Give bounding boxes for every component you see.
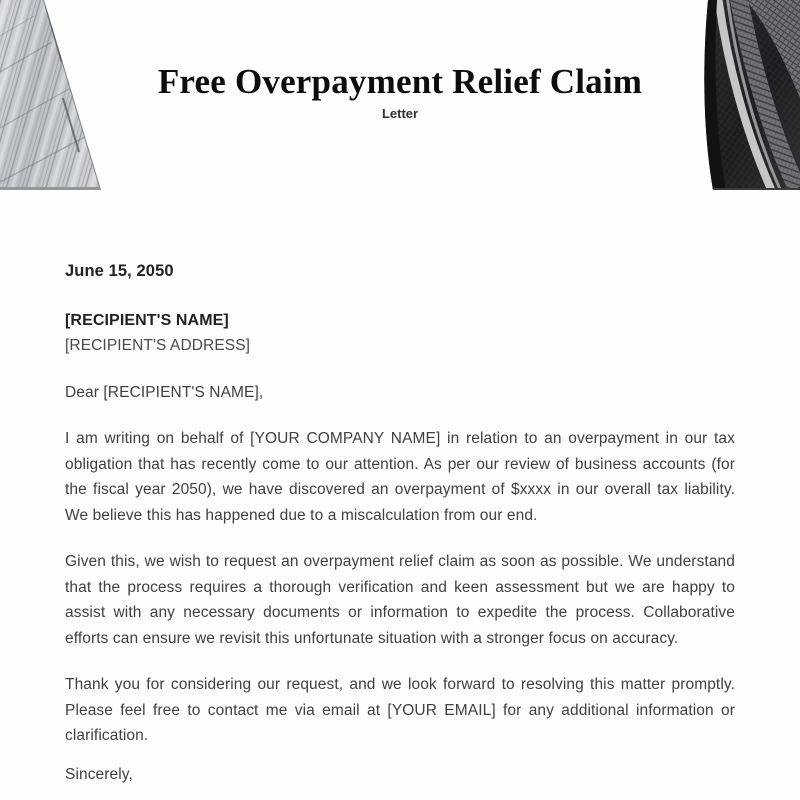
paragraph-thank-you: Thank you for considering our request, and we look forward to resolving this matter promptly. Please feel free to contact me via email at [YOUR EMAIL] for any additional information or clarification. <box>65 676 735 744</box>
page-title: Free Overpayment Relief Claim <box>157 62 643 101</box>
paragraph-relief-request: Given this, we wish to request an overpayment relief claim as soon as possible. We understand that the process requires a thorough verification and keen assessment but we are happy to assist with any necessary documents or information to expedite the process. Collaborative efforts can ensure we revisit this unfortunate situation with a stronger focus on accuracy. <box>65 553 735 647</box>
recipient-address-placeholder: [RECIPIENT'S ADDRESS] <box>65 337 251 354</box>
paragraph-overpayment-intro: I am writing on behalf of [YOUR COMPANY NAME] in relation to an overpayment in our tax obligation that has recently come to our attention. As per our review of business accounts (for the fiscal year 2050), we have discovered an overpayment of $xxxx in our overall tax liability. We believe this has happened due to a miscalculation from our end. <box>65 430 735 524</box>
document-header <box>0 60 800 122</box>
page-subtitle: Letter <box>381 106 419 121</box>
letter-body <box>65 259 735 787</box>
closing-sincerely: Sincerely, <box>65 765 133 783</box>
building-photo-right <box>696 0 800 192</box>
letter-date: June 15, 2050 <box>65 262 174 280</box>
building-photo-left <box>0 0 102 193</box>
salutation: Dear [RECIPIENT'S NAME], <box>65 383 264 401</box>
recipient-name-placeholder: [RECIPIENT'S NAME] <box>65 311 229 329</box>
